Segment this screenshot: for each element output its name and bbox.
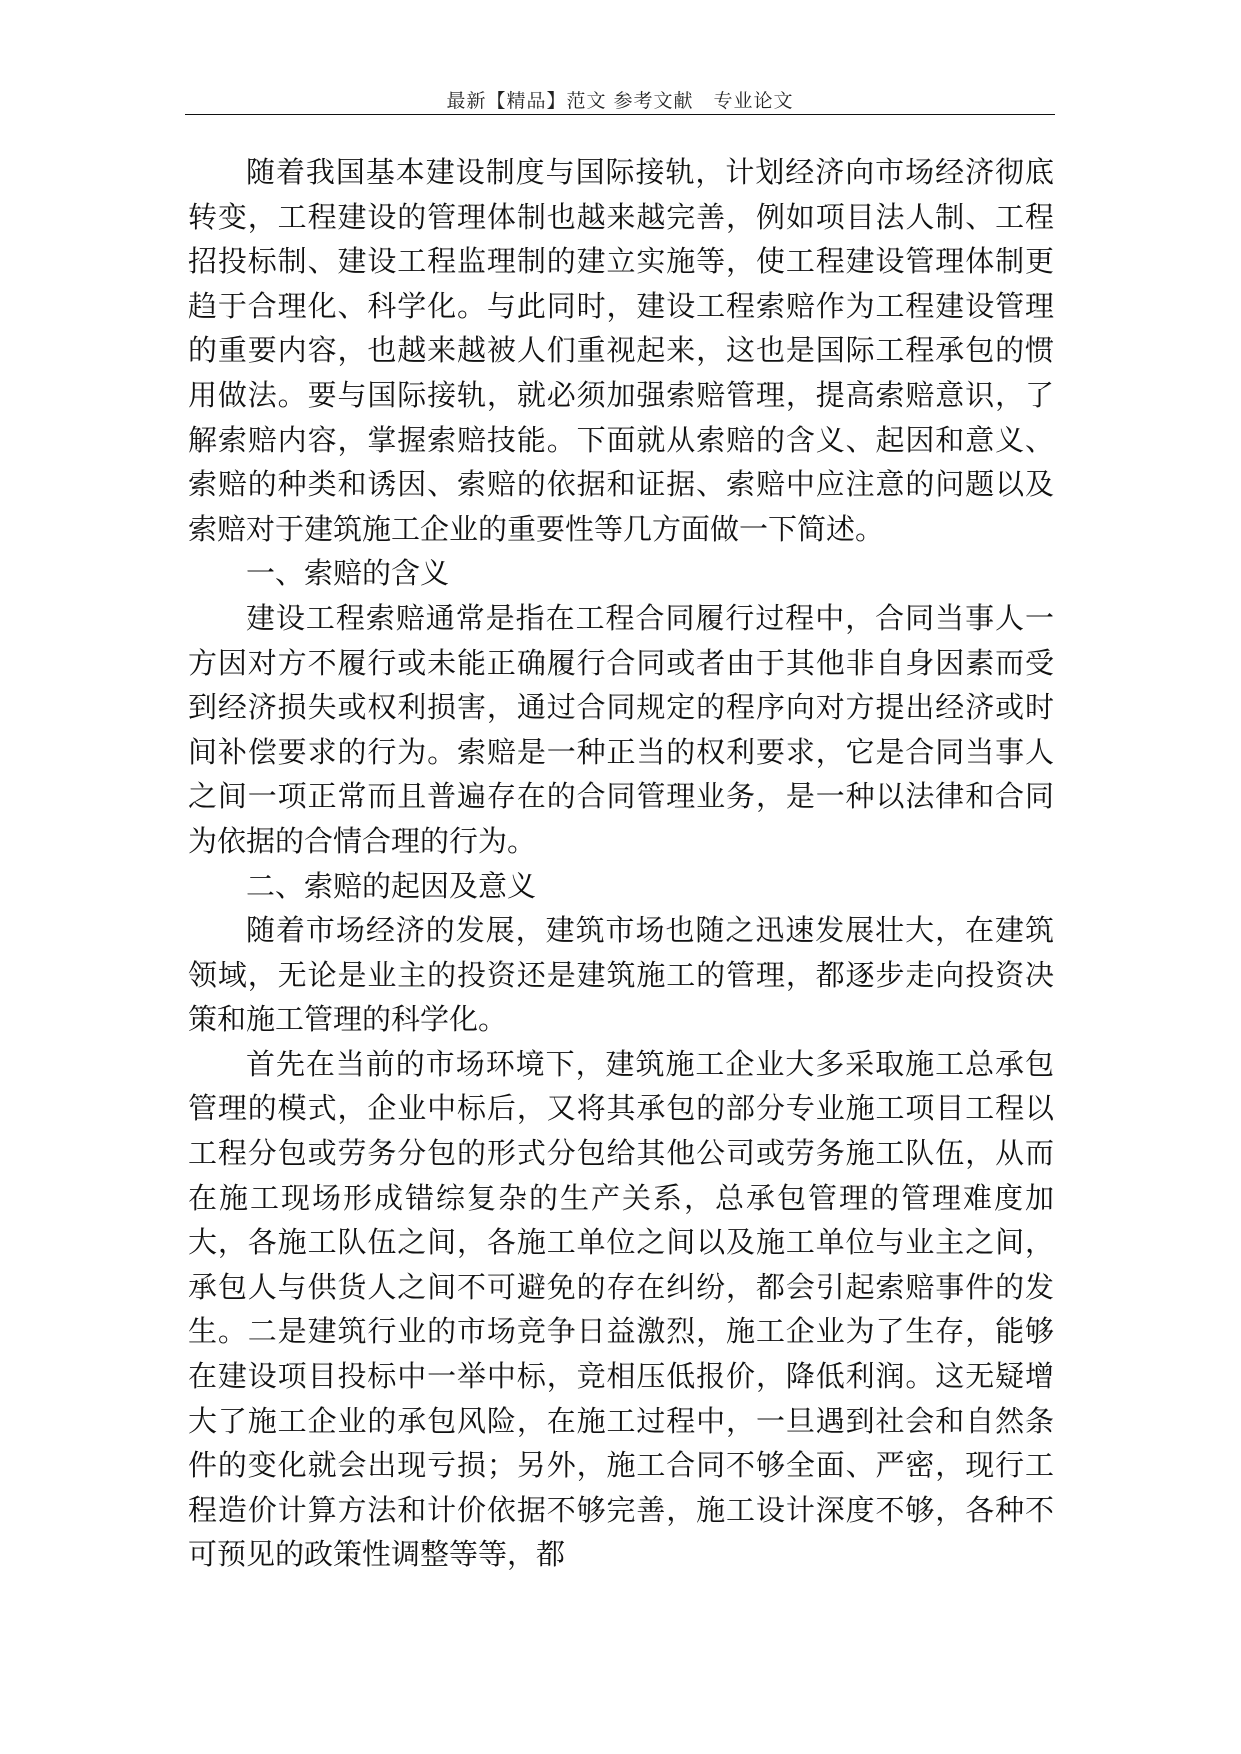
page-header: 最新【精品】范文 参考文献 专业论文 [446, 90, 794, 112]
section-heading-2: 二、索赔的起因及意义 [246, 868, 537, 903]
section-heading-1: 一、索赔的含义 [246, 556, 450, 591]
section-2-paragraph-2: 首先在当前的市场环境下，建筑施工企业大多采取施工总承包管理的模式，企业中标后，又将其承包的部分专业施工项目工程以工程分包或劳务分包的形式分包给其他公司或劳务施工队伍，从而在施工现场形成错综复杂的生产关系，总承包管理的管理难度加大，各施工队伍之间，各施工单位之间以及施工单位与业主之间，承包人与供货人之间不可避免的存在纠纷，都会引起索赔事件的发生。二是建筑行业的市场竞争日益激烈，施工企业为了生存，能够在建设项目投标中一举中标，竞相压低报价，降低利润。这无疑增大了施工企业的承包风险，在施工过程中，一旦遇到社会和自然条件的变化就会出现亏损；另外，施工合同不够全面、严密，现行工程造价计算方法和计价依据不够完善，施工设计深度不够，各种不可预见的政策性调整等等，都 [188, 1046, 1054, 1572]
section-1-paragraph: 建设工程索赔通常是指在工程合同履行过程中，合同当事人一方因对方不履行或未能正确履行合同或者由于其他非自身因素而受到经济损失或权利损害，通过合同规定的程序向对方提出经济或时间补偿要求的行为。索赔是一种正当的权利要求，它是合同当事人之间一项正常而且普遍存在的合同管理业务，是一种以法律和合同为依据的合情合理的行为。 [188, 600, 1054, 858]
document-body [188, 150, 1054, 1577]
header-rule [185, 114, 1055, 115]
intro-paragraph: 随着我国基本建设制度与国际接轨，计划经济向市场经济彻底转变，工程建设的管理体制也越来越完善，例如项目法人制、工程招投标制、建设工程监理制的建立实施等，使工程建设管理体制更趋于合理化、科学化。与此同时，建设工程索赔作为工程建设管理的重要内容，也越来越被人们重视起来，这也是国际工程承包的惯用做法。要与国际接轨，就必须加强索赔管理，提高索赔意识，了解索赔内容，掌握索赔技能。下面就从索赔的含义、起因和意义、索赔的种类和诱因、索赔的依据和证据、索赔中应注意的问题以及索赔对于建筑施工企业的重要性等几方面做一下简述。 [188, 155, 1054, 546]
section-2-paragraph-1: 随着市场经济的发展，建筑市场也随之迅速发展壮大，在建筑领域，无论是业主的投资还是建筑施工的管理，都逐步走向投资决策和施工管理的科学化。 [188, 913, 1054, 1037]
